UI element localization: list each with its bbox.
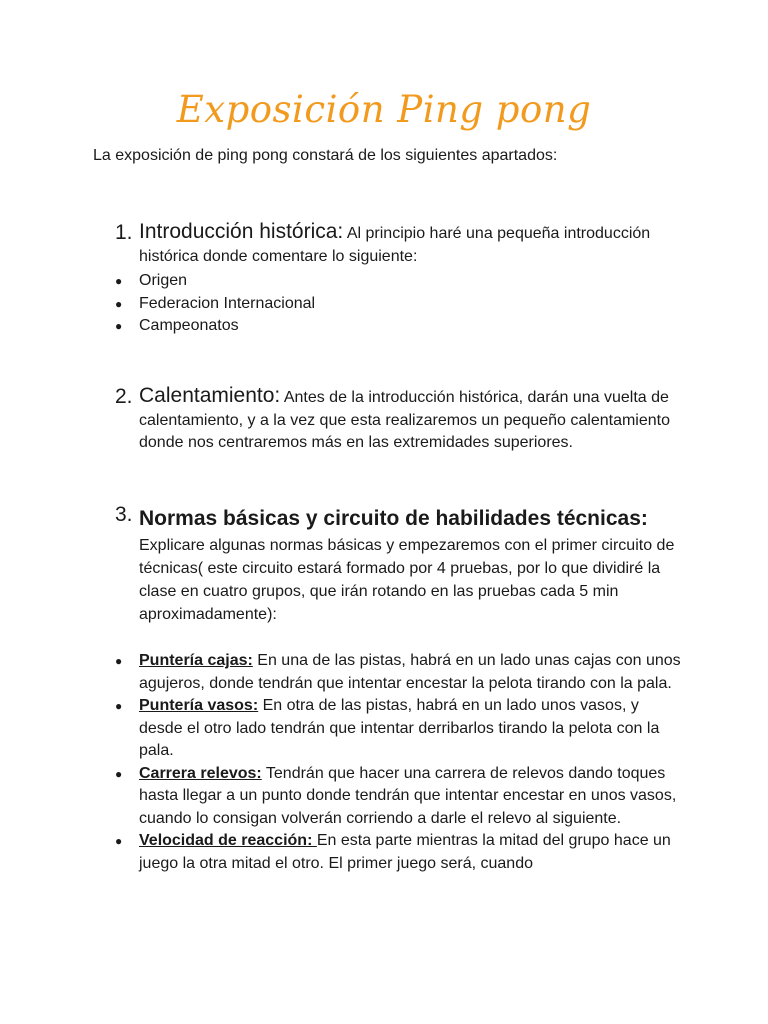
section-number: 3.	[115, 503, 133, 526]
list-item	[115, 650, 685, 695]
section-body	[139, 503, 685, 626]
bullet-icon: ●	[115, 699, 123, 713]
bullet-icon: ●	[115, 296, 123, 311]
activity-label: Velocidad de reacción:	[139, 832, 317, 849]
list-item	[115, 830, 685, 875]
section-1	[115, 221, 685, 268]
intro-paragraph: La exposición de ping pong constará de los siguientes apartados:	[93, 147, 558, 164]
list-item: ● Federacion Internacional	[115, 293, 685, 316]
document-title: Exposición Ping pong	[176, 88, 592, 131]
section-body	[139, 385, 685, 455]
list-item: ● Campeonatos	[115, 315, 685, 338]
section-text: Al principio haré una pequeña introducción histórica donde comentare lo siguiente:	[139, 225, 651, 265]
activity-text: Tendrán que hacer una carrera de relevos dando toques hasta llegar a un punto donde tendrán que intentar encestar en unos vasos, cuando lo consigan volverán corriendo a darle el relevo al siguiente.	[139, 764, 677, 827]
list-item	[115, 763, 685, 831]
section-number: 2.	[115, 385, 133, 408]
section-body	[139, 221, 685, 268]
section-heading: Normas básicas y circuito de habilidades técnicas:	[139, 507, 648, 530]
bullet-icon: ●	[115, 654, 123, 668]
section-heading: Introducción histórica:	[139, 220, 344, 243]
activity-label: Puntería cajas:	[139, 652, 253, 669]
activity-text: En otra de las pistas, habrá en un lado unos vasos, y desde el otro lado tendrán que intentar derribarlos tirando la pelota con la pala.	[139, 697, 660, 759]
bullet-icon: ●	[115, 766, 123, 781]
activity-text: En esta parte mientras la mitad del grupo hace un juego la otra mitad el otro. El primer juego será, cuando	[139, 832, 671, 872]
section-heading: Calentamiento:	[139, 384, 281, 407]
activity-label: Carrera relevos:	[139, 764, 262, 782]
bullet-icon: ●	[115, 274, 123, 288]
bullet-icon: ●	[115, 834, 123, 848]
activities-list	[115, 650, 685, 875]
list-item: ● Origen	[115, 270, 685, 293]
activity-label: Puntería vasos:	[139, 697, 259, 714]
section-text: Antes de la introducción histórica, darán una vuelta de calentamiento, y a la vez que esta realizaremos un pequeño calentamiento donde nos centraremos más en las extremidades superiores.	[139, 389, 670, 451]
bullet-icon: ●	[115, 319, 123, 333]
section-1-bullet-list	[115, 270, 685, 338]
section-number: 1.	[115, 221, 133, 244]
list-item	[115, 695, 685, 763]
section-2	[115, 385, 685, 455]
section-text: Explicare algunas normas básicas y empezaremos con el primer circuito de técnicas( este circuito estará formado por 4 pruebas, por lo que dividiré la clase en cuatro grupos, que irán rotando en las pruebas cada 5 min aproximadamente):	[139, 537, 675, 623]
activity-text: En una de las pistas, habrá en un lado unas cajas con unos agujeros, donde tendrán que intentar encestar la pelota tirando con la pala.	[139, 652, 681, 692]
section-3	[115, 503, 685, 626]
